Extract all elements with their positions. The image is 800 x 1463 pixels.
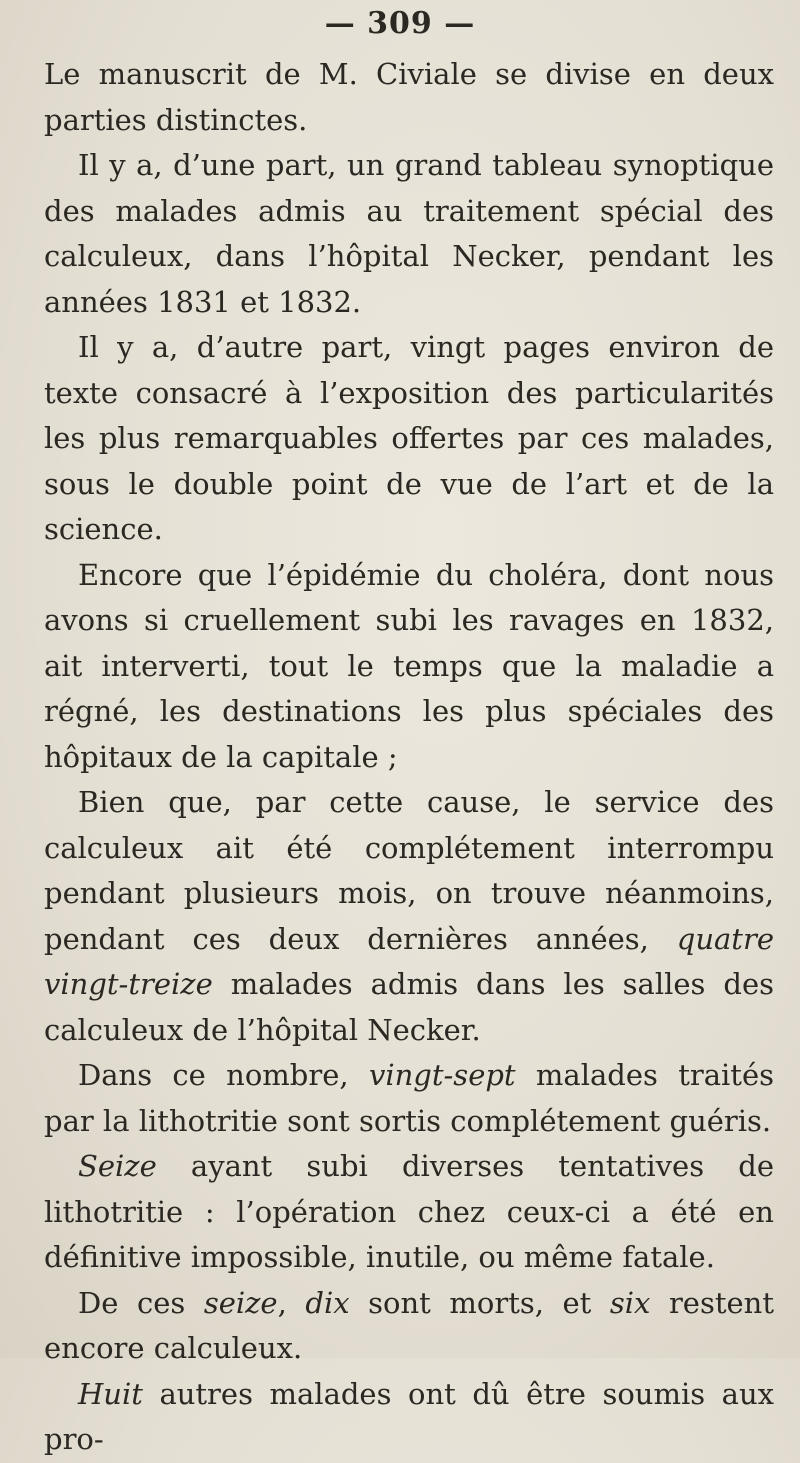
paragraph xyxy=(44,325,774,553)
italic-text: Seize xyxy=(78,1149,157,1183)
text-run: Il y a, d’une part, un grand tableau synoptique des malades admis au traitement spécial des calculeux, dans l’hôpital Necker, pendant les années 1831 et 1832. xyxy=(44,148,774,319)
page-number: — 309 — xyxy=(324,6,476,41)
paragraph xyxy=(44,52,774,143)
italic-text: quatre vingt-treize xyxy=(44,921,774,1001)
paragraph xyxy=(44,1144,774,1281)
text-run: sont morts, et xyxy=(349,1285,610,1320)
text-run: Le manuscrit de M. Civiale se divise en deux parties distinctes. xyxy=(44,57,774,137)
paragraph xyxy=(44,553,774,781)
text-run: , xyxy=(277,1285,306,1320)
paragraph xyxy=(44,1053,774,1144)
text-run: malades traités par la lithotritie sont sortis complétement guéris. xyxy=(44,1058,774,1138)
text-run: ayant subi diverses tentatives de lithotritie : l’opération chez ceux-ci a été en définitive impossible, inutile, ou même fatale. xyxy=(44,1149,774,1274)
paragraph xyxy=(44,143,774,325)
paragraph xyxy=(44,1372,774,1463)
text-run: Il y a, d’autre part, vingt pages environ de texte consacré à l’exposition des particularités les plus remarquables offertes par ces malades, sous le double point de vue de l’art et de la science. xyxy=(44,330,774,546)
italic-text: seize xyxy=(203,1285,278,1320)
text-run: malades admis dans les salles des calculeux de l’hôpital Necker. xyxy=(44,967,774,1047)
text-run: Bien que, par cette cause, le service des calculeux ait été complétement interrompu pendant plusieurs mois, on trouve néanmoins, pendant ces deux dernières années, xyxy=(44,785,774,956)
text-run: autres malades ont dû être soumis aux pro- xyxy=(44,1376,774,1456)
text-run: restent encore calculeux. xyxy=(44,1285,775,1365)
italic-text: vingt-sept xyxy=(368,1058,516,1092)
text-run: Dans ce nombre, xyxy=(78,1058,369,1092)
italic-text: dix xyxy=(305,1285,350,1320)
italic-text: Huit xyxy=(78,1376,143,1411)
text-run: De ces xyxy=(78,1285,204,1320)
italic-text: six xyxy=(609,1285,651,1320)
text-run: Encore que l’épidémie du choléra, dont nous avons si cruellement subi les ravages en 1832, ait interverti, tout le temps que la maladie a régné, les destinations les plus spéciales des hôpitaux de la capitale ; xyxy=(44,557,774,774)
body-text xyxy=(44,52,774,1463)
paragraph xyxy=(44,780,774,1053)
